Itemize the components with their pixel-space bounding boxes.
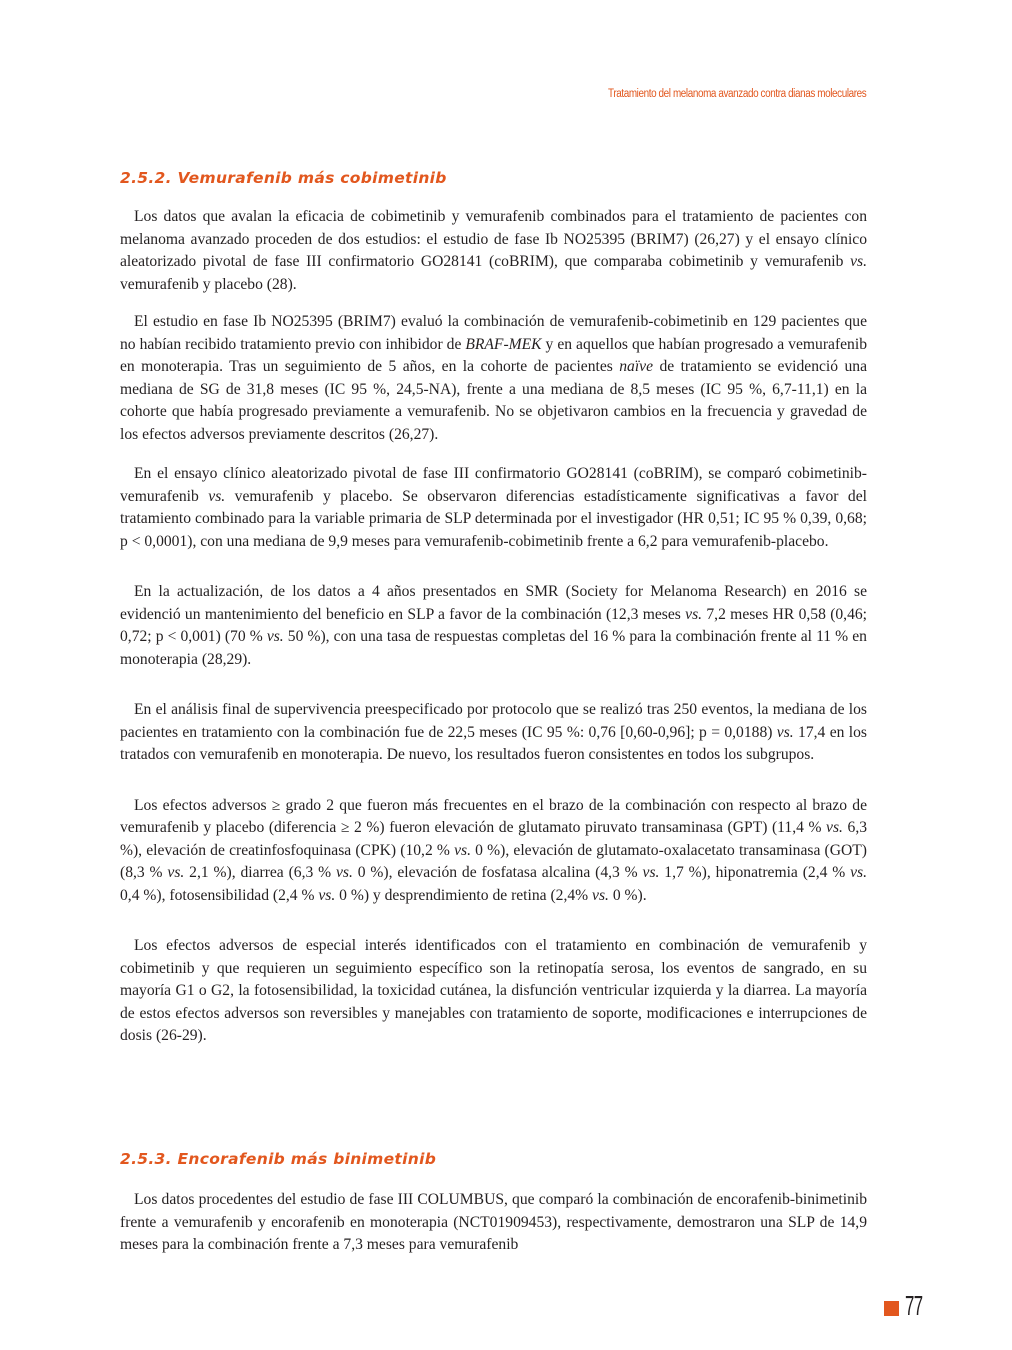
text-run: 1,7 %), hiponatremia (2,4 %	[659, 864, 851, 881]
running-header: Tratamiento del melanoma avanzado contra dianas moleculares	[607, 88, 866, 100]
text-run: 0 %), elevación de fosfatasa alcalina (4,3 %	[352, 864, 643, 881]
text-run: y en aquellos que habían progresado a vemurafenib en monoterapia. Tras un seguimiento de 5 años, en la cohorte de pacientes	[120, 335, 867, 375]
text-run: vemurafenib y placebo (28).	[120, 275, 297, 293]
text-run: 50 %), con una tasa de respuestas completas del 16 % para la combinación frente al 11 % en monoterapia (28,29).	[120, 628, 867, 668]
text-run: 6,3 %), elevación de creatinfosfoquinasa (CPK) (10,2 %	[120, 819, 868, 859]
italic-text: vs.	[776, 723, 794, 741]
paragraph	[120, 206, 867, 296]
italic-text: vs.	[335, 864, 353, 881]
section-2-5-2-body	[120, 206, 867, 1048]
text-run: 0,4 %), fotosensibilidad (2,4 %	[120, 886, 319, 904]
text-run: 0 %).	[608, 886, 647, 904]
text-run: Los datos que avalan la eficacia de cobimetinib y vemurafenib combinados para el tratamiento de pacientes con melanoma avanzado proceden de dos estudios: el estudio de fase Ib NO25395 (BRIM7) (26,27) y el ensayo clínico aleatorizado pivotal de fase III confirmatorio GO28141 (coBRIM), que comparaba cobimetinib y vemurafenib	[120, 208, 867, 270]
italic-text: vs.	[850, 864, 867, 881]
paragraph	[120, 795, 867, 908]
text-run: vemurafenib y placebo. Se observaron diferencias estadísticamente significativas a favor del tratamiento combinado para la variable primaria de SLP determinada por el investigador (HR 0,51; IC 95 % 0,39, 0,68; p < 0,0001), con una mediana de 9,9 meses para vemurafenib-cobimetinib frente a 6,2 para vemurafenib-placebo.	[120, 487, 867, 550]
italic-text: vs.	[454, 841, 471, 859]
paragraph	[120, 463, 867, 553]
text-run: En el ensayo clínico aleatorizado pivotal de fase III confirmatorio GO28141 (coBRIM), se comparó cobimetinib-vemurafenib	[120, 465, 867, 505]
text-run: 2,1 %), diarrea (6,3 %	[184, 864, 336, 881]
paragraph	[120, 699, 867, 767]
text-run: 0 %), elevación de glutamato-oxalacetato transaminasa (GOT) (8,3 %	[120, 841, 867, 881]
section-title-2-5-2: 2.5.2. Vemurafenib más cobimetinib	[120, 169, 447, 187]
italic-text: vs.	[685, 605, 703, 623]
text-run: 0 %) y desprendimiento de retina (2,4%	[335, 886, 593, 904]
italic-text: naïve	[619, 358, 654, 375]
text-run: 17,4 en los tratados con vemurafenib en monoterapia. De nuevo, los resultados fueron consistentes en todos los subgrupos.	[120, 723, 867, 763]
text-run: En el análisis final de supervivencia preespecificado por protocolo que se realizó tras 250 eventos, la mediana de los pacientes en tratamiento con la combinación fue de 22,5 meses (IC 95 %: 0,76 [0,60-0,96]; p = 0,0188)	[120, 701, 867, 741]
italic-text: vs.	[266, 628, 284, 645]
paragraph	[120, 311, 867, 446]
text-run: En la actualización, de los datos a 4 años presentados en SMR (Society for Melanoma Research) en 2016 se evidenció un mantenimiento del beneficio en SLP a favor de la combinación (12,3 meses	[120, 583, 867, 623]
italic-text: vs.	[167, 864, 185, 881]
italic-text: vs.	[592, 886, 609, 904]
italic-text: vs.	[208, 487, 226, 505]
page-number: 77	[905, 1290, 923, 1321]
text-run: 7,2 meses HR 0,58 (0,46; 0,72; p < 0,001) (70 %	[120, 605, 868, 645]
accent-square-icon	[884, 1301, 899, 1316]
text-run: Los datos procedentes del estudio de fase III COLUMBUS, que comparó la combinación de encorafenib-binimetinib frente a vemurafenib y encorafenib en monoterapia (NCT01909453), respectivamente, demostraron una SLP de 14,9 meses para la combinación frente a 7,3 meses para vemurafenib	[120, 1191, 867, 1253]
section-2-5-3-body	[120, 1189, 867, 1257]
italic-text: vs.	[642, 864, 660, 881]
text-run: El estudio en fase Ib NO25395 (BRIM7) evaluó la combinación de vemurafenib-cobimetinib en 129 pacientes que no habían recibido tratamiento previo con inhibidor de	[120, 313, 867, 353]
paragraph	[120, 935, 867, 1048]
text-run: Los efectos adversos de especial interés identificados con el tratamiento en combinación de vemurafenib y cobimetinib y que requieren un seguimiento específico son la retinopatía serosa, los eventos de sangrado, en su mayoría G1 o G2, la fotosensibilidad, la toxicidad cutánea, la disfunción ventricular izquierda y la diarrea. La mayoría de estos efectos adversos son reversibles y manejables con tratamiento de soporte, modificaciones e interrupciones de dosis (26-29).	[120, 937, 867, 1044]
italic-text: BRAF-MEK	[465, 335, 542, 353]
page-footer	[884, 1292, 934, 1320]
italic-text: vs.	[826, 819, 843, 836]
text-run: de tratamiento se evidenció una mediana de SG de 31,8 meses (IC 95 %, 24,5-NA), frente a una mediana de 8,5 meses (IC 95 %, 6,7-11,1) en la cohorte que había progresado previamente a vemurafenib. No se objetivaron cambios en la frecuencia y gravedad de los efectos adversos previamente descritos (26,27).	[120, 358, 868, 443]
italic-text: vs.	[318, 886, 336, 904]
italic-text: vs.	[850, 253, 867, 270]
section-title-2-5-3: 2.5.3. Encorafenib más binimetinib	[120, 1150, 437, 1168]
paragraph	[120, 581, 867, 671]
text-run: Los efectos adversos ≥ grado 2 que fueron más frecuentes en el brazo de la combinación con respecto al brazo de vemurafenib y placebo (diferencia ≥ 2 %) fueron elevación de glutamato piruvato transaminasa (GPT) (11,4 %	[120, 796, 867, 836]
paragraph	[120, 1189, 867, 1257]
